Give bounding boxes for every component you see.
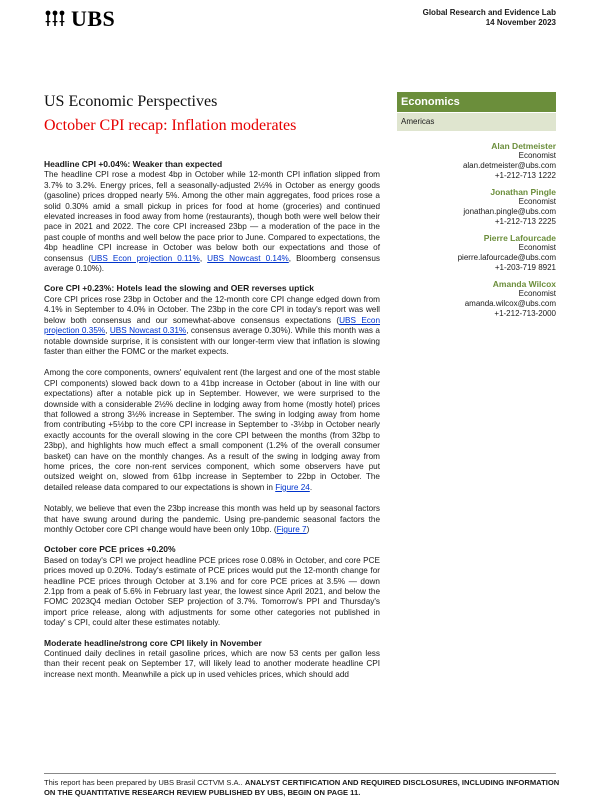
logo-wordmark: UBS <box>71 6 116 31</box>
section-paragraph <box>44 368 380 493</box>
section-paragraph: Based on today's CPI we project headline PCE prices rose 0.08% in October, and core PCE prices moved up 0.20%. Today's estimate of PCE prices would put the 12-month change for headline PCE prices through October at 3.1% and for core PCE prices at 3.5% — down 2.1pp from a peak of 5.6% in February last year, the lowest since April 2021, and below the FOMC 2023Q4 median October SEP projection of 3.7%. Tomorrow's PPI and Thursday's import price release, along with adjustments for some other categories not published in today' s CPI, could alter these estimates notably. <box>44 555 380 628</box>
paragraph-text: , <box>199 253 208 263</box>
section-core-pce <box>44 544 380 628</box>
analyst-contact <box>397 187 556 227</box>
paragraph-text: , <box>105 326 110 336</box>
analyst-email[interactable]: alan.detmeister@ubs.com <box>462 161 556 170</box>
report-date: 14 November 2023 <box>485 18 556 27</box>
link-nowcast[interactable]: UBS Nowcast 0.31% <box>109 326 187 336</box>
section-heading: Core CPI +0.23%: Hotels lead the slowing and OER reverses uptick <box>44 283 314 294</box>
paragraph-text: . <box>309 482 313 492</box>
section-paragraph <box>44 295 380 357</box>
sidebar <box>397 92 556 325</box>
link-nowcast[interactable]: UBS Nowcast 0.14% <box>207 253 289 263</box>
analyst-contact <box>397 233 556 273</box>
footer-disclosure: ANALYST CERTIFICATION AND REQUIRED DISCLOSURES, INCLUDING INFORMATION ON THE QUANTITATIVE RESEARCH REVIEW PUBLISHED BY UBS, BEGIN ON PAGE 11. <box>44 778 560 797</box>
report-title: US Economic Perspectives <box>44 93 218 110</box>
analyst-name: Amanda Wilcox <box>492 279 556 289</box>
section-tab: Economics <box>397 92 556 112</box>
paragraph-text: Among the core components, owners' equivalent rent (the largest and one of the most stable CPI components) slowed back down to a 41bp increase in October (about in line with our expectations) after a notable pick up in September. However, we were surprised to the downside with a considerable 2½% decline in lodging away from home (mostly hotel) prices that followed a strong 3½% increase in September. The swing in lodging away from home from contributing +5½bp to the core CPI increase in September to -3½bp in October nearly exactly accounts for the overall slowing in the core CPI between the months (from 32bp to 23bp), and highlights how much effect a small component (1.2% of the overall consumer basket) can have on the monthly changes. As a result of the swing in lodging away from home prices, the core non-rent services component, which some observers have put outsized weight on, slowed from 61bp increase in September to 22bp in October. The detailed release data compared to our expectations is shown in <box>44 368 380 492</box>
analyst-phone: +1-203-719 8921 <box>494 263 556 272</box>
analyst-email[interactable]: amanda.wilcox@ubs.com <box>464 299 556 308</box>
analyst-role: Economist <box>518 197 556 206</box>
link-econ-projection[interactable]: UBS Econ projection 0.11% <box>90 253 200 263</box>
section-november-outlook <box>44 638 380 681</box>
link-econ-projection[interactable]: UBS Econ projection 0.35% <box>44 315 380 336</box>
analyst-role: Economist <box>518 289 556 298</box>
analyst-contacts <box>397 141 556 319</box>
analyst-phone: +1-212-713 1222 <box>494 171 556 180</box>
keys-logo-icon <box>44 10 66 28</box>
link-figure-24[interactable]: Figure 24 <box>275 482 310 492</box>
report-header <box>423 8 556 28</box>
analyst-name: Alan Detmeister <box>491 141 556 151</box>
section-heading: October core PCE prices +0.20% <box>44 544 176 555</box>
section-heading: Moderate headline/strong core CPI likely in November <box>44 637 262 648</box>
footer-divider <box>44 773 556 774</box>
paragraph-text: ) <box>306 525 310 534</box>
analyst-contact <box>397 141 556 181</box>
report-subtitle: October CPI recap: Inflation moderates <box>44 117 297 134</box>
report-body <box>44 159 380 689</box>
section-paragraph <box>44 504 380 535</box>
section-headline-cpi <box>44 159 380 274</box>
analyst-contact <box>397 279 556 319</box>
paragraph-text: , consensus average 0.30%). While this month was a notable downside surprise, it is consistent with our longer-term view that inflation is slowing faster than either the FOMC or the market expects. <box>44 326 380 356</box>
analyst-name: Pierre Lafourcade <box>483 233 556 243</box>
section-paragraph <box>44 170 380 274</box>
disclosure-footer <box>44 778 564 797</box>
analyst-phone: +1-212-713 2225 <box>494 217 556 226</box>
paragraph-text: Core CPI prices rose 23bp in October and the 12-month core CPI change edged down from 4.1% in September to 4.0% in October. The 23bp in the core CPI in today's report was well below both consensus and our somewhat-above consensus expectations ( <box>44 294 380 325</box>
analyst-role: Economist <box>518 151 556 160</box>
research-lab-label: Global Research and Evidence Lab <box>422 8 556 17</box>
paragraph-text: Notably, we believe that even the 23bp increase this month was held up by seasonal factors that have swung around during the pandemic. Using pre-pandemic seasonal factors the monthly October core CPI change would have been only 10bp. ( <box>44 504 380 534</box>
paragraph-text: The headline CPI rose a modest 4bp in October while 12-month CPI inflation slipped from 3.7% to 3.2%. Energy prices, fell a seasonally-adjusted 2½% in October as energy goods (gasoline) prices dropped nearly 5%. Among the other main aggregates, food prices rose a solid 0.30% amid a small pickup in prices for food at home (groceries) and continued elevated increases in food away from home (restaurants), though both were well below their pace in 2021 and 2022. The core CPI increased 23bp — a moderation of the pace in the past couple of months and well below the pace prior to June. Compared to expectations, the 4bp headline CPI increase in October was below both our expectations and those of consensus ( <box>44 170 380 263</box>
section-heading: Headline CPI +0.04%: Weaker than expected <box>44 159 223 169</box>
analyst-email[interactable]: pierre.lafourcade@ubs.com <box>457 253 556 262</box>
analyst-name: Jonathan Pingle <box>490 187 556 197</box>
paragraph-text: , Bloomberg consensus average 0.10%). <box>44 253 380 274</box>
section-core-cpi <box>44 283 380 535</box>
analyst-phone: +1-212-713-2000 <box>494 309 556 318</box>
footer-text: This report has been prepared by UBS Brasil CCTVM S.A.. <box>44 778 245 787</box>
link-figure-7[interactable]: Figure 7 <box>276 525 307 534</box>
region-tab: Americas <box>397 113 556 131</box>
analyst-email[interactable]: jonathan.pingle@ubs.com <box>463 207 556 216</box>
analyst-role: Economist <box>518 243 556 252</box>
ubs-logo <box>44 6 115 32</box>
section-paragraph: Continued daily declines in retail gasoline prices, which are now 53 cents per gallon less than their recent peak on September 17, will likely lead to another moderate headline CPI increase next month. Meanwhile a pick up in used vehicles prices, which should add <box>44 649 380 679</box>
